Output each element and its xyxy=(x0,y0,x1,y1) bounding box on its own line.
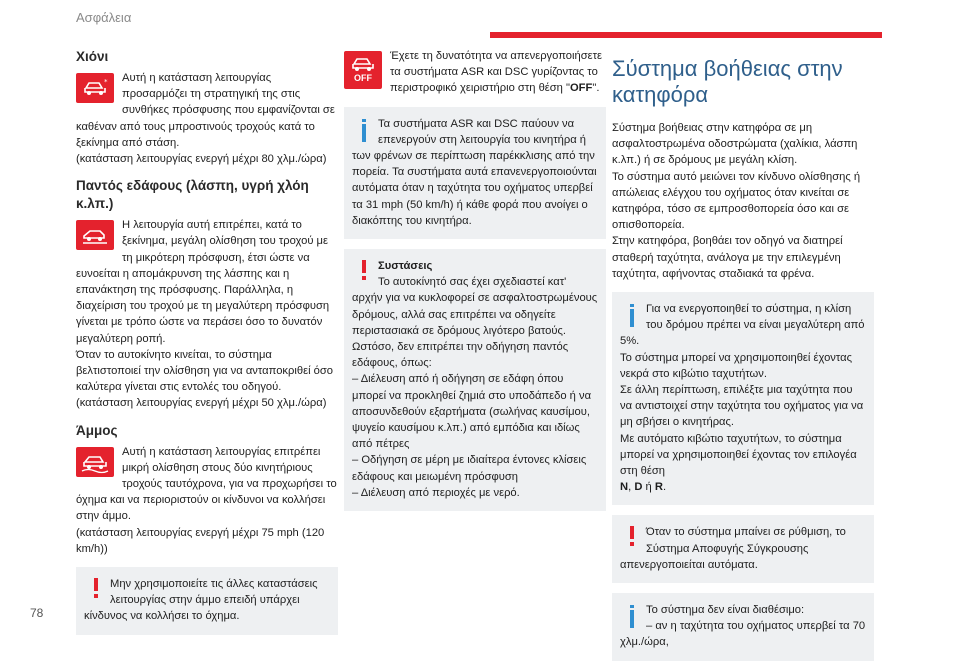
hill-descent-p2: Το σύστημα αυτό μειώνει τον κίνδυνο ολίσθησης ή απώλειας ελέγχου του οχήματος όταν κινείται σε κατηφόρα, τόσο σε εμπροσθοπορεία όσο και σε οπισθοπορεία. xyxy=(612,170,861,232)
warning-icon xyxy=(90,577,102,599)
info1-p2: Το σύστημα μπορεί να χρησιμοποιηθεί έχοντας νεκρά στο κιβώτιο ταχυτήτων. xyxy=(620,351,853,380)
sand-heading: Άμμος xyxy=(76,422,118,438)
info1-p3: Σε άλλη περίπτωση, επιλέξτε μια ταχύτητα που να αντιστοιχεί στην ταχύτητα του οχήματος για να μη σβήσει ο κινητήρας. xyxy=(620,384,864,429)
recommendations-box xyxy=(344,249,606,511)
snow-heading: Χιόνι xyxy=(76,49,109,64)
hill-descent-warning-box xyxy=(612,515,874,583)
unavailable-item-1: – αν η ταχύτητα του οχήματος υπερβεί τα 70 χλμ./ώρα, xyxy=(620,620,866,649)
page-number: 78 xyxy=(30,606,44,620)
info-icon xyxy=(626,307,638,329)
recommendations-item-3: – Διέλευση από περιοχές με νερό. xyxy=(352,486,520,499)
info-icon xyxy=(626,608,638,630)
column-right xyxy=(612,48,874,661)
svg-text:*: * xyxy=(104,78,108,86)
mud-mode-icon xyxy=(76,220,114,250)
off-icon-label: OFF xyxy=(354,72,372,83)
warning-icon xyxy=(358,259,370,281)
hill-descent-warning-text: Όταν το σύστημα μπαίνει σε ρύθμιση, το Σύστημα Αποφυγής Σύγκρουσης απενεργοποιείται αυτόματα. xyxy=(620,526,846,571)
sand-warning-text: Μην χρησιμοποιείτε τις άλλες καταστάσεις λειτουργίας στην άμμο επειδή υπάρχει κίνδυνος να κολλήσει το όχημα. xyxy=(84,578,318,623)
unavailable-title: Το σύστημα δεν είναι διαθέσιμο: xyxy=(646,604,805,617)
snow-mode-icon xyxy=(76,73,114,103)
off-info-box xyxy=(344,107,606,239)
sand-mode-icon xyxy=(76,447,114,477)
info-icon xyxy=(358,122,370,144)
hill-descent-p1: Σύστημα βοήθειας στην κατηφόρα σε μη ασφαλτοστρωμένα οδοστρώματα (χαλίκια, λάσπη κ.λπ.) ή σε δρόμους με μεγάλη κλίση. xyxy=(612,122,858,167)
column-middle xyxy=(344,48,606,511)
hill-descent-title: Σύστημα βοήθειας στην κατηφόρα xyxy=(612,56,843,107)
mud-speed-note: (κατάσταση λειτουργίας ενεργή μέχρι 50 χλμ./ώρα) xyxy=(76,397,327,410)
recommendations-p2: Ωστόσο, δεν επιτρέπει την οδήγηση παντός εδάφους, όπως: xyxy=(352,341,569,370)
info1-p4: Με αυτόματο κιβώτιο ταχυτήτων, το σύστημα μπορεί να χρησιμοποιηθεί έχοντας τον επιλογέα στη θέση N, D ή R. xyxy=(620,432,857,494)
sand-description: Αυτή η κατάσταση λειτουργίας επιτρέπει μικρή ολίσθηση στους δύο κινητήριους τροχούς ταυτόχρονα, για να προχωρήσει το όχημα και να περιοριστούν οι κίνδυνοι να κολλήσει στην άμμο. xyxy=(76,445,337,523)
off-mode-icon xyxy=(344,51,382,89)
header-accent-bar xyxy=(490,32,882,38)
recommendations-item-1: – Διέλευση από ή οδήγηση σε εδάφη όπου μπορεί να προκληθεί ζημιά στο υποδάπεδο ή να αποσυνδεθούν εξαρτήματα (σωλήνας καυσίμου, ψυγείο καυσίμου κ.λπ.) από εμπόδια και ιδίως από πέτρες xyxy=(352,373,592,451)
recommendations-item-2: – Οδήγηση σε μέρη με ιδιαίτερα έντονες κλίσεις εδάφους και μειωμένη πρόσφυση xyxy=(352,454,587,483)
snow-speed-note: (κατάσταση λειτουργίας ενεργή μέχρι 80 χλμ./ώρα) xyxy=(76,153,327,166)
header-section-title: Ασφάλεια xyxy=(76,10,132,25)
mud-description-2: Όταν το αυτοκίνητο κινείται, το σύστημα βελτιστοποιεί την ολίσθηση για να ανταποκριθεί όσο καλύτερα γίνεται στις εντολές του οδηγού. xyxy=(76,348,334,394)
hill-descent-unavailable-box xyxy=(612,593,874,661)
hill-descent-p3: Στην κατηφόρα, βοηθάει τον οδηγό να διατηρεί σταθερή ταχύτητα, ανάλογα με την επιλεγμένη ταχύτητα, αφήνοντας σταδιακά τα φρένα. xyxy=(612,235,843,280)
info1-p1: Για να ενεργοποιηθεί το σύστημα, η κλίση του δρόμου πρέπει να είναι μεγαλύτερη από 5%. xyxy=(620,303,865,348)
recommendations-p1: Το αυτοκίνητό σας έχει σχεδιαστεί κατ' αρχήν για να κυκλοφορεί σε ασφαλτοστρωμένους δρόμους, αλλά σας επιτρέπει να οδηγείτε περιστασιακά σε δρόμους λιγότερο βατούς. xyxy=(352,276,598,337)
warning-icon xyxy=(626,525,638,547)
off-info-text: Τα συστήματα ASR και DSC παύουν να επενεργούν στη λειτουργία του κινητήρα ή των φρένων σε περίπτωση παρέκκλισης από την πορεία. Τα συστήματα αυτά επανενεργοποιούνται αυτόματα όταν η ταχύτητα του οχήματος υπερβεί τα 31 mph (50 km/h) ή κάθε φορά που ανοίγει ο διακόπτης του κινητήρα. xyxy=(352,117,597,227)
off-description: Έχετε τη δυνατότητα να απενεργοποιήσετε τα συστήματα ASR και DSC γυρίζοντας το περιστροφικό χειριστήριο στη θέση "OFF". xyxy=(390,50,602,95)
recommendations-title: Συστάσεις xyxy=(378,260,433,273)
sand-warning-box xyxy=(76,567,338,635)
mud-description: Η λειτουργία αυτή επιτρέπει, κατά το ξεκίνημα, μεγάλη ολίσθηση του τροχού με τη μικρότερη πρόσφυση, έτσι ώστε να ευνοείται η απομάκρυνση της λάσπης και η επανάκτηση της πρόσφυσης. Παράλληλα, η διαχείριση του τροχού με τη μεγαλύτερη πρόσφυση γίνεται με τρόπο ώστε να περάσει όσο το δυνατόν μεγαλύτερη ροπή. xyxy=(76,219,330,345)
column-left xyxy=(76,48,338,635)
sand-speed-note: (κατάσταση λειτουργίας ενεργή μέχρι 75 mph (120 km/h)) xyxy=(76,526,325,555)
mud-heading: Παντός εδάφους (λάσπη, υγρή χλόη κ.λπ.) xyxy=(76,178,309,212)
snow-description: Αυτή η κατάσταση λειτουργίας προσαρμόζει τη στρατηγική της στις συνθήκες πρόσφυσης που εμφανίζονται σε καθέναν από τους μπροστινούς τροχούς κατά το ξεκίνημα από στάση. xyxy=(76,72,335,149)
hill-descent-info-box xyxy=(612,292,874,505)
